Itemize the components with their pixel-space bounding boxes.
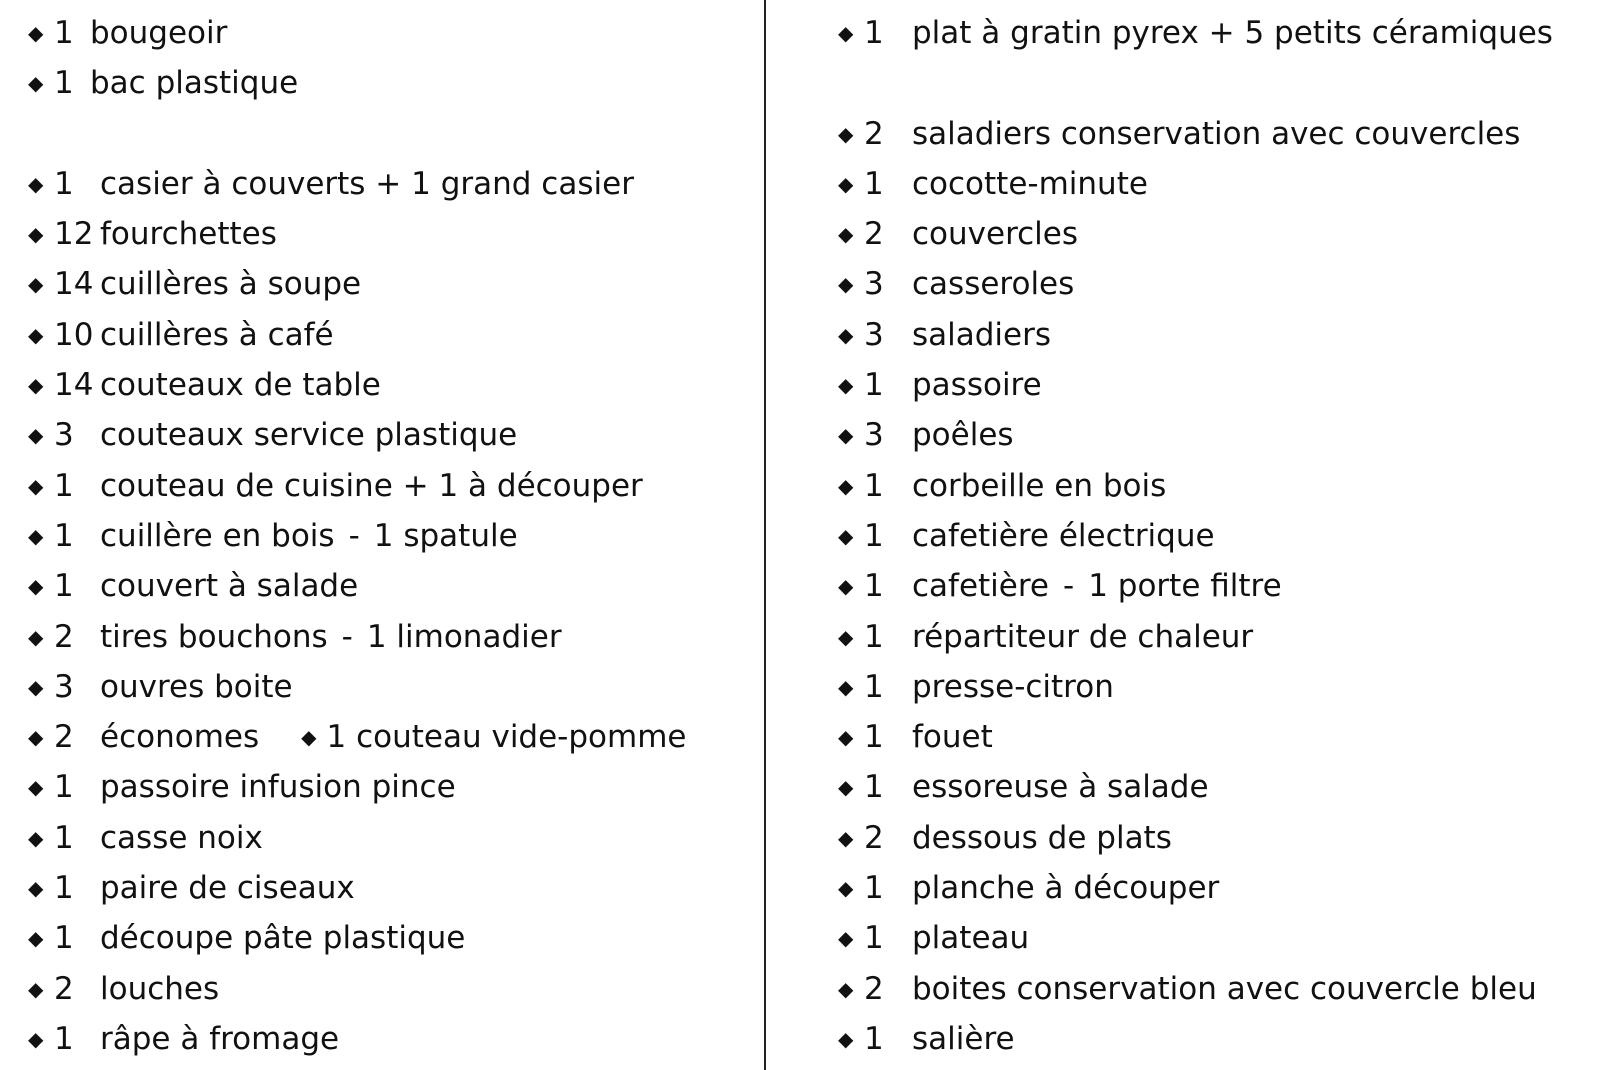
bullet-icon: ◆ (28, 674, 44, 699)
item-label: passoire infusion pince (100, 769, 456, 806)
bullet-icon: ◆ (28, 926, 44, 951)
list-item (838, 863, 1598, 913)
item-label: paire de ciseaux (100, 870, 355, 907)
item-label: répartiteur de chaleur (912, 618, 1254, 655)
item-label: râpe à fromage (100, 1020, 340, 1057)
bullet-icon: ◆ (838, 1026, 854, 1051)
item-label: passoire (912, 367, 1042, 404)
item-label: économes (100, 719, 260, 756)
item-quantity: 14 (54, 266, 94, 303)
item-label: cuillères à café (100, 316, 334, 353)
item-label: casier à couverts + 1 grand casier (100, 165, 634, 202)
bullet-icon: ◆ (28, 775, 44, 800)
list-item (28, 511, 748, 561)
bullet-icon: ◆ (28, 624, 44, 649)
bullet-icon: ◆ (28, 423, 44, 448)
item-label: couteaux de table (100, 367, 381, 404)
list-item (28, 310, 748, 360)
list-item (28, 209, 748, 259)
bullet-icon: ◆ (838, 674, 854, 699)
item-label: corbeille en bois (912, 467, 1167, 504)
bullet-icon: ◆ (838, 322, 854, 347)
list-item (28, 259, 748, 309)
item-label: essoreuse à salade (912, 769, 1209, 806)
item-quantity: 2 (54, 719, 74, 756)
item-quantity: 1 (864, 719, 884, 756)
bullet-icon: ◆ (28, 71, 44, 96)
item-extra: 1 porte filtre (1088, 568, 1282, 605)
item-quantity: 2 (864, 819, 884, 856)
item-label: fouet (912, 719, 993, 756)
bullet-icon: ◆ (838, 574, 854, 599)
item-quantity: 1 (864, 920, 884, 957)
list-item (28, 461, 748, 511)
item-quantity: 1 (864, 668, 884, 705)
column-divider (764, 0, 766, 1070)
item-quantity: 1 (54, 467, 74, 504)
list-item (838, 461, 1598, 511)
bullet-icon: ◆ (838, 976, 854, 1001)
bullet-icon: ◆ (28, 473, 44, 498)
list-item (838, 813, 1598, 863)
item-quantity: 1 (54, 1020, 74, 1057)
item-quantity: 1 (54, 568, 74, 605)
bullet-icon: ◆ (28, 976, 44, 1001)
bullet-icon: ◆ (28, 574, 44, 599)
item-label: planche à découper (912, 870, 1220, 907)
item-label: casse noix (100, 819, 263, 856)
list-item (28, 813, 748, 863)
list-item (28, 662, 748, 712)
bullet-icon: ◆ (301, 725, 317, 750)
item-label: couvercles (912, 216, 1079, 253)
list-item (838, 712, 1598, 762)
item-label: cuillères à soupe (100, 266, 362, 303)
list-item (838, 310, 1598, 360)
item-quantity: 1 (54, 65, 74, 102)
item-label: ouvres boite (100, 668, 293, 705)
separator: - (1063, 568, 1075, 605)
list-item (838, 109, 1598, 159)
list-item (838, 360, 1598, 410)
item-label: découpe pâte plastique (100, 920, 466, 957)
item-quantity: 1 (864, 517, 884, 554)
item-quantity: 1 (864, 467, 884, 504)
item-label: salière (912, 1020, 1015, 1057)
item-label: bougeoir (90, 15, 228, 51)
item-label: dessous de plats (912, 819, 1172, 856)
bullet-icon: ◆ (28, 373, 44, 398)
item-extra: 1 limonadier (366, 618, 562, 655)
item-quantity: 1 (54, 15, 74, 51)
item-quantity: 2 (864, 115, 884, 152)
item-quantity: 1 (54, 920, 74, 957)
item-label: saladiers conservation avec couvercles (912, 115, 1521, 152)
bullet-icon: ◆ (28, 171, 44, 196)
item-quantity: 2 (864, 970, 884, 1007)
list-item (838, 511, 1598, 561)
item-quantity: 3 (54, 668, 74, 705)
list-item (28, 612, 748, 662)
bullet-icon: ◆ (28, 222, 44, 247)
cropped-top-row (28, 0, 748, 8)
list-item (28, 863, 748, 913)
item-quantity: 1 (54, 870, 74, 907)
list-item (28, 913, 748, 963)
list-item (838, 964, 1598, 1014)
bullet-icon: ◆ (838, 926, 854, 951)
bullet-icon: ◆ (28, 21, 44, 45)
list-item (28, 964, 748, 1014)
item-quantity: 1 (54, 819, 74, 856)
item-label: couteau de cuisine + 1 à découper (100, 467, 643, 504)
right-inventory-list (838, 0, 1598, 1064)
item-quantity: 1 (864, 769, 884, 806)
bullet-icon: ◆ (838, 725, 854, 750)
item-label: saladiers (912, 316, 1052, 353)
item-quantity: 3 (864, 266, 884, 303)
item-label: louches (100, 970, 220, 1007)
item-label: tires bouchons (100, 618, 328, 655)
list-item (838, 209, 1598, 259)
item-label: plat à gratin pyrex + 5 petits céramiques (912, 15, 1553, 51)
bullet-icon: ◆ (28, 322, 44, 347)
list-item (838, 8, 1598, 58)
item-quantity: 1 (864, 1020, 884, 1057)
separator: - (341, 618, 353, 655)
list-item (838, 662, 1598, 712)
blank-line (28, 109, 748, 159)
item-quantity: 12 (54, 216, 94, 253)
list-item (838, 1014, 1598, 1064)
left-inventory-list (28, 0, 748, 1064)
list-item (28, 159, 748, 209)
item-label: poêles (912, 417, 1014, 454)
item-label: fourchettes (100, 216, 277, 253)
list-item (28, 360, 748, 410)
item-quantity: 1 (864, 367, 884, 404)
item-label: cafetière (912, 568, 1050, 605)
item-quantity: 1 (864, 870, 884, 907)
list-item (28, 1014, 748, 1064)
bullet-icon: ◆ (838, 825, 854, 850)
item-label: cuillère en bois (100, 517, 335, 554)
item-quantity: 2 (864, 216, 884, 253)
item-label: bac plastique (90, 65, 299, 102)
list-item (838, 612, 1598, 662)
list-item (28, 8, 748, 58)
bullet-icon: ◆ (838, 523, 854, 548)
list-item (28, 762, 748, 812)
bullet-icon: ◆ (838, 473, 854, 498)
bullet-icon: ◆ (838, 624, 854, 649)
list-item (28, 58, 748, 108)
item-quantity: 1 (54, 769, 74, 806)
list-item (838, 913, 1598, 963)
bullet-icon: ◆ (838, 21, 854, 45)
list-item (28, 561, 748, 611)
bullet-icon: ◆ (28, 523, 44, 548)
list-item (838, 410, 1598, 460)
list-item (838, 159, 1598, 209)
bullet-icon: ◆ (838, 121, 854, 146)
item-quantity: 1 (54, 517, 74, 554)
item-quantity: 1 (864, 15, 884, 51)
item-quantity: 2 (54, 970, 74, 1007)
bullet-icon: ◆ (838, 876, 854, 901)
item-quantity: 3 (864, 316, 884, 353)
item-extra: 1 spatule (373, 517, 518, 554)
bullet-icon: ◆ (838, 423, 854, 448)
item-label: cafetière électrique (912, 517, 1215, 554)
bullet-icon: ◆ (28, 1026, 44, 1051)
item-label: casseroles (912, 266, 1075, 303)
item-label: boites conservation avec couvercle bleu (912, 970, 1537, 1007)
item-quantity: 1 (864, 568, 884, 605)
list-item (838, 259, 1598, 309)
item-quantity: 3 (54, 417, 74, 454)
item-quantity: 14 (54, 367, 94, 404)
list-item (838, 561, 1598, 611)
list-item (28, 712, 748, 762)
blank-line (838, 58, 1598, 108)
item-quantity: 3 (864, 417, 884, 454)
bullet-icon: ◆ (28, 876, 44, 901)
item-label: cocotte-minute (912, 165, 1148, 202)
bullet-icon: ◆ (28, 725, 44, 750)
bullet-icon: ◆ (838, 171, 854, 196)
bullet-icon: ◆ (28, 272, 44, 297)
item-quantity: 1 (864, 618, 884, 655)
item-quantity: 1 (54, 165, 74, 202)
item-quantity: 1 (864, 165, 884, 202)
separator: - (348, 517, 360, 554)
bullet-icon: ◆ (838, 373, 854, 398)
item-label: plateau (912, 920, 1030, 957)
list-item (838, 762, 1598, 812)
item-quantity: 10 (54, 316, 94, 353)
item-label: presse-citron (912, 668, 1114, 705)
bullet-icon: ◆ (838, 272, 854, 297)
item-label: couteaux service plastique (100, 417, 518, 454)
item-label: couvert à salade (100, 568, 359, 605)
item-inline-extra: 1 couteau vide-pomme (326, 719, 687, 756)
item-quantity: 2 (54, 618, 74, 655)
list-item (28, 410, 748, 460)
bullet-icon: ◆ (838, 222, 854, 247)
cropped-top-row (838, 0, 1598, 8)
bullet-icon: ◆ (838, 775, 854, 800)
bullet-icon: ◆ (28, 825, 44, 850)
